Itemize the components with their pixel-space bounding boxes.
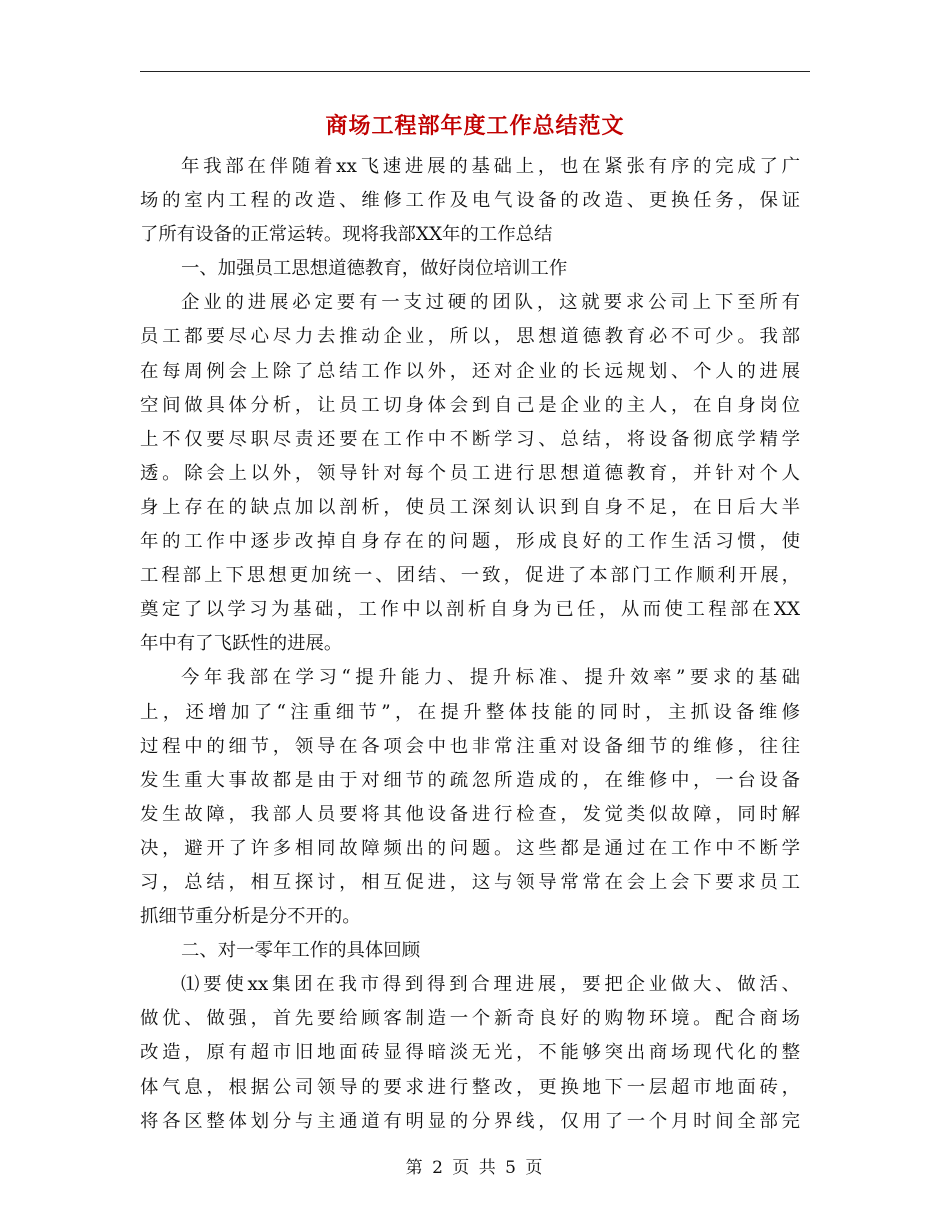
text-line: 空间做具体分析，让员工切身体会到自己是企业的主人，在自身岗位 [140,394,800,416]
text-line: 体气息，根据公司领导的要求进行整改，更换地下一层超市地面砖， [140,1076,800,1098]
text-line: 企业的进展必定要有一支过硬的团队，这就要求公司上下至所有 [181,292,800,314]
text-line: 了所有设备的正常运转。现将我部XX年的工作总结 [140,224,553,246]
text-line: 身上存在的缺点加以剖析，使员工深刻认识到自身不足，在日后大半 [140,496,800,518]
text-line: 员工都要尽心尽力去推动企业，所以，思想道德教育必不可少。我部 [140,326,800,348]
text-line: 做优、做强，首先要给顾客制造一个新奇良好的购物环境。配合商场 [140,1008,800,1030]
page-footer: 第 2 页 共 5 页 [405,1158,545,1178]
text-line: 发生重大事故都是由于对细节的疏忽所造成的，在维修中，一台设备 [140,769,800,791]
text-line: 抓细节重分析是分不开的。 [140,906,361,928]
text-line: 年中有了飞跃性的进展。 [140,633,343,655]
text-line: 改造，原有超市旧地面砖显得暗淡无光，不能够突出商场现代化的整 [140,1042,800,1064]
text-line: 场的室内工程的改造、维修工作及电气设备的改造、更换任务，保证 [140,190,800,212]
text-line: 将各区整体划分与主通道有明显的分界线，仅用了一个月时间全部完 [140,1110,800,1132]
text-line: 透。除会上以外，领导针对每个员工进行思想道德教育，并针对个人 [140,462,800,484]
section-heading: 二、对一零年工作的具体回顾 [181,940,421,962]
text-line: 今年我部在学习“提升能力、提升标准、提升效率”要求的基础 [181,667,800,689]
text-line: 年我部在伴随着xx飞速进展的基础上，也在紧张有序的完成了广 [181,156,800,177]
text-line: 奠定了以学习为基础，工作中以剖析自身为已任，从而使工程部在XX [140,599,800,621]
text-line: ⑴要使xx集团在我市得到得到合理进展，要把企业做大、做活、 [181,974,800,996]
text-line: 过程中的细节，领导在各项会中也非常注重对设备细节的维修，往往 [140,735,800,757]
section-heading: 一、加强员工思想道德教育，做好岗位培训工作 [181,258,568,280]
text-line: 上不仅要尽职尽责还要在工作中不断学习、总结，将设备彻底学精学 [140,428,800,450]
document-title: 商场工程部年度工作总结范文 [325,113,625,139]
header-rule [140,71,810,72]
document-body [140,150,800,1139]
text-line: 发生故障，我部人员要将其他设备进行检查，发觉类似故障，同时解 [140,803,800,825]
text-line: 工程部上下思想更加统一、团结、一致，促进了本部门工作顺利开展， [140,565,800,587]
text-line: 上，还增加了“注重细节”，在提升整体技能的同时，主抓设备维修 [140,701,800,723]
text-line: 年的工作中逐步改掉自身存在的问题，形成良好的工作生活习惯，使 [140,531,800,553]
text-line: 习，总结，相互探讨，相互促进，这与领导常常在会上会下要求员工 [140,871,800,893]
text-line: 决，避开了许多相同故障频出的问题。这些都是通过在工作中不断学 [140,837,800,859]
text-line: 在每周例会上除了总结工作以外，还对企业的长远规划、个人的进展 [140,360,800,382]
